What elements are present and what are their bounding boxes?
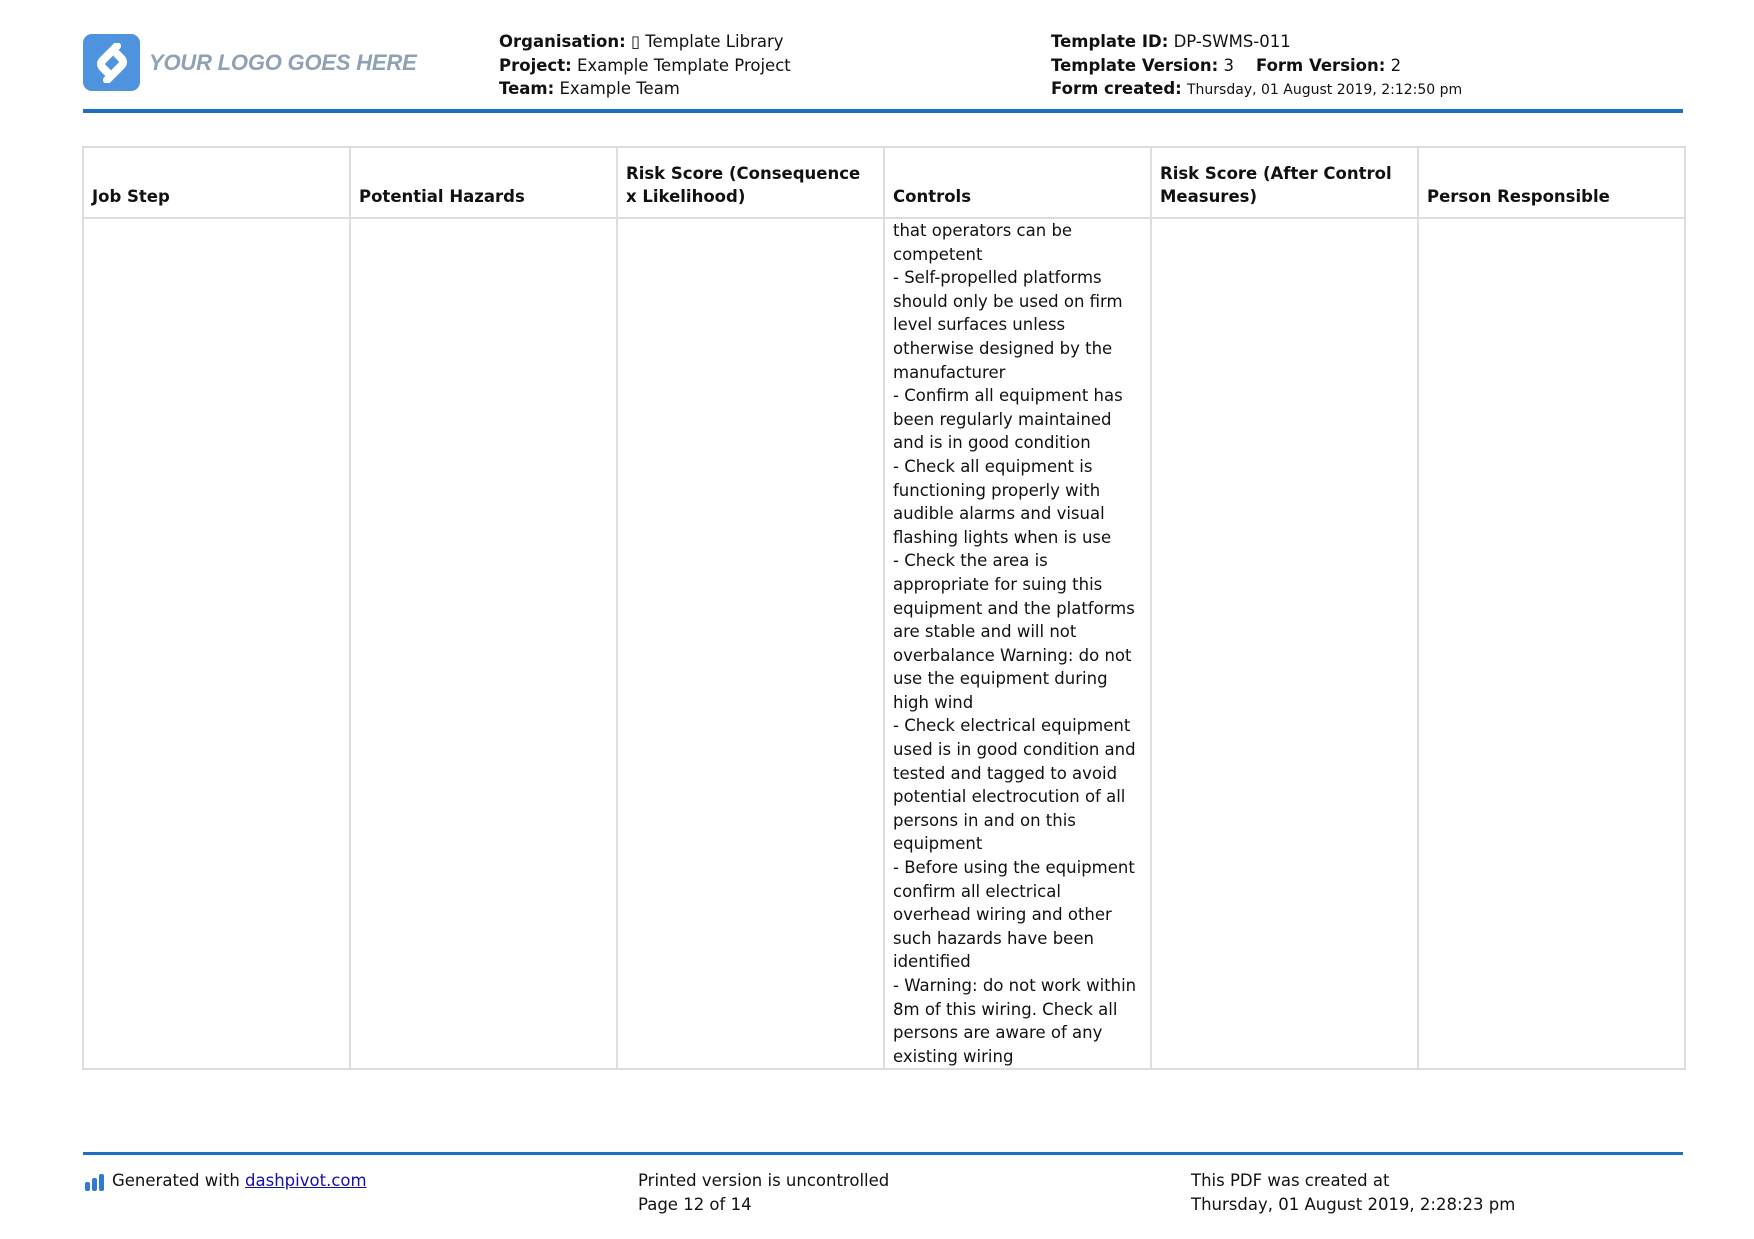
controls-line: appropriate for suing this bbox=[893, 574, 1103, 594]
controls-line: - Check electrical equipment bbox=[893, 716, 1131, 736]
header-meta-right bbox=[1051, 30, 1462, 103]
controls-line: functioning properly with bbox=[893, 480, 1101, 500]
controls-text bbox=[893, 219, 1142, 1068]
controls-line: level surfaces unless bbox=[893, 315, 1066, 335]
team-label: Team: bbox=[499, 79, 555, 98]
template-version-value: 3 bbox=[1223, 55, 1234, 75]
table-row bbox=[83, 218, 1685, 1069]
project-label: Project: bbox=[499, 55, 572, 75]
page-number: Page 12 of 14 bbox=[638, 1194, 752, 1214]
uncontrolled-notice: Printed version is uncontrolled bbox=[638, 1171, 890, 1190]
template-id-value: DP-SWMS-011 bbox=[1173, 32, 1291, 51]
controls-line: flashing lights when is use bbox=[893, 527, 1112, 547]
logo bbox=[83, 34, 417, 91]
controls-line: - Confirm all equipment has bbox=[893, 386, 1123, 406]
controls-line: that operators can be bbox=[893, 221, 1073, 240]
risk-score-after-cell bbox=[1151, 218, 1418, 1069]
logo-text: YOUR LOGO GOES HERE bbox=[149, 49, 417, 75]
controls-line: such hazards have been bbox=[893, 928, 1094, 948]
controls-cell bbox=[884, 218, 1151, 1069]
dashpivot-link[interactable]: dashpivot.com bbox=[245, 1171, 367, 1190]
organisation-value: ▯ Template Library bbox=[630, 32, 784, 51]
column-header-job-step: Job Step bbox=[83, 147, 350, 218]
controls-line: are stable and will not bbox=[893, 622, 1077, 642]
controls-line: overhead wiring and other bbox=[893, 905, 1112, 925]
column-header-controls: Controls bbox=[884, 147, 1151, 218]
controls-line: competent bbox=[893, 244, 983, 264]
potential-hazards-cell bbox=[350, 218, 617, 1069]
column-header-potential-hazards: Potential Hazards bbox=[350, 147, 617, 218]
controls-line: should only be used on firm bbox=[893, 291, 1123, 311]
footer-print-info bbox=[638, 1169, 889, 1216]
created-label: This PDF was created at bbox=[1191, 1171, 1390, 1190]
controls-line: identified bbox=[893, 952, 971, 972]
team-value: Example Team bbox=[559, 79, 680, 98]
person-responsible-cell bbox=[1418, 218, 1685, 1069]
created-value: Thursday, 01 August 2019, 2:28:23 pm bbox=[1191, 1194, 1516, 1214]
controls-line: overbalance Warning: do not bbox=[893, 645, 1132, 665]
column-header-person-responsible: Person Responsible bbox=[1418, 147, 1685, 218]
column-header-risk-score-after: Risk Score (After Control Measures) bbox=[1151, 147, 1418, 218]
footer-divider bbox=[83, 1152, 1683, 1155]
controls-line: tested and tagged to avoid bbox=[893, 763, 1118, 783]
footer-generated bbox=[85, 1169, 367, 1193]
footer-created bbox=[1191, 1169, 1515, 1216]
controls-line: equipment bbox=[893, 834, 983, 854]
controls-line: use the equipment during bbox=[893, 669, 1108, 689]
template-id-label: Template ID: bbox=[1051, 32, 1169, 51]
controls-line: and is in good condition bbox=[893, 433, 1091, 453]
controls-line: audible alarms and visual bbox=[893, 504, 1105, 524]
column-header-risk-score: Risk Score (Consequence x Likelihood) bbox=[617, 147, 884, 218]
header-divider bbox=[83, 109, 1683, 113]
controls-line: - Check the area is bbox=[893, 551, 1048, 571]
header-meta-left bbox=[499, 30, 791, 101]
controls-line: existing wiring bbox=[893, 1046, 1014, 1066]
controls-line: 8m of this wiring. Check all bbox=[893, 999, 1118, 1019]
form-version-value: 2 bbox=[1390, 55, 1402, 75]
template-version-label: Template Version: bbox=[1051, 55, 1219, 75]
organisation-label: Organisation: bbox=[499, 32, 626, 51]
dashpivot-icon bbox=[85, 1173, 104, 1191]
controls-line: equipment and the platforms bbox=[893, 598, 1135, 618]
controls-line: potential electrocution of all bbox=[893, 787, 1126, 807]
controls-line: - Warning: do not work within bbox=[893, 976, 1137, 995]
project-value: Example Template Project bbox=[576, 55, 791, 75]
controls-line: high wind bbox=[893, 692, 974, 712]
controls-line: used is in good condition and bbox=[893, 740, 1136, 760]
controls-line: confirm all electrical bbox=[893, 881, 1061, 901]
form-created-label: Form created: bbox=[1051, 79, 1182, 98]
controls-line: - Before using the equipment bbox=[893, 858, 1135, 878]
controls-line: manufacturer bbox=[893, 362, 1006, 382]
form-version-label: Form Version: bbox=[1255, 55, 1386, 75]
controls-line: - Self-propelled platforms bbox=[893, 268, 1102, 288]
page-header bbox=[83, 28, 1683, 108]
form-created-value: Thursday, 01 August 2019, 2:12:50 pm bbox=[1187, 82, 1463, 98]
controls-line: been regularly maintained bbox=[893, 409, 1112, 429]
risk-score-cell bbox=[617, 218, 884, 1069]
controls-line: persons are aware of any bbox=[893, 1023, 1103, 1043]
generated-prefix: Generated with bbox=[112, 1171, 240, 1190]
job-step-cell bbox=[83, 218, 350, 1069]
swms-table bbox=[82, 146, 1684, 1070]
table-header-row bbox=[83, 147, 1685, 218]
controls-line: otherwise designed by the bbox=[893, 338, 1113, 358]
controls-line: - Check all equipment is bbox=[893, 456, 1093, 476]
controls-line: persons in and on this bbox=[893, 810, 1076, 830]
logo-icon bbox=[83, 34, 140, 91]
